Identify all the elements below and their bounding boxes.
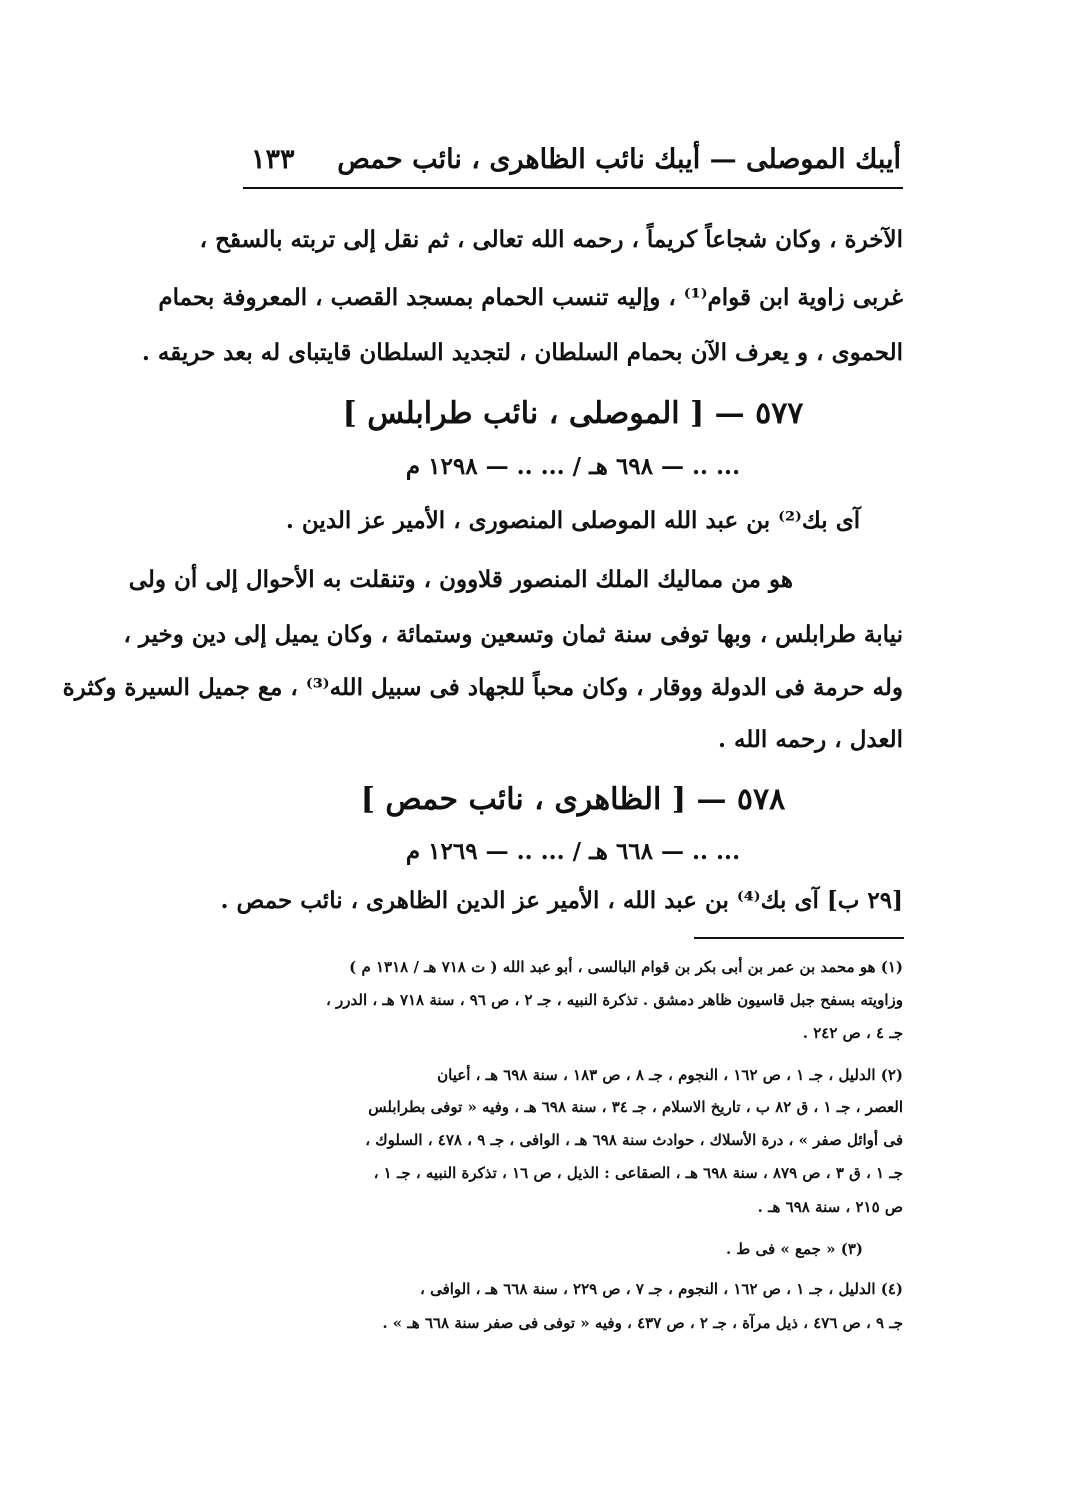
footnote-rule [694,937,904,939]
footnote-line: (٢) الدليل ، جـ ١ ، ص ١٦٢ ، النجوم ، جـ ٨ ، ص ١٨٣ ، سنة ٦٩٨ هـ ، أعيان [437,1066,903,1084]
text-line: وله حرمة فى الدولة ووقار ، وكان محباً للجهاد فى سبيل الله⁽³⁾ ، مع جميل السيرة وكثرة [62,674,903,701]
footnote-line: (٤) الدليل ، جـ ١ ، ص ١٦٢ ، النجوم ، جـ ٧ ، ص ٢٢٩ ، سنة ٦٦٨ هـ ، الوافى ، [420,1280,903,1298]
text-line: آى بك⁽²⁾ بن عبد الله الموصلى المنصورى ، الأمير عز الدين . [285,507,861,534]
text-line: هو من مماليك الملك المنصور قلاوون ، وتنقلت به الأحوال إلى أن ولى [128,566,793,593]
footnotes [243,958,903,1348]
page-header [243,138,901,186]
footnote-line: (١) هو محمد بن عمر بن أبى بكر بن قوام البالسى ، أبو عبد الله ( ت ٧١٨ هـ / ١٣١٨ م ) [349,958,903,976]
running-title: أيبك الموصلى — أيبك نائب الظاهرى ، نائب حمص [337,144,901,175]
footnote-line: جـ ١ ، ق ٣ ، ص ٨٧٩ ، سنة ٦٩٨ هـ ، الصقاعى : الذيل ، ص ١٦ ، تذكرة النبيه ، جـ ١ ، [373,1164,903,1182]
entry-577-paragraph [62,566,903,756]
text-line: الحموى ، و يعرف الآن بحمام السلطان ، لتجديد السلطان قايتباى له بعد حريقه . [141,339,903,366]
entry-578-heading: ٥٧٨ — [ الظاهرى ، نائب حمص ] [360,782,786,817]
entry-577-heading: ٥٧٧ — [ الموصلى ، نائب طرابلس ] [342,396,804,431]
text-line: الآخرة ، وكان شجاعاً كريماً ، رحمه الله تعالى ، ثم نقل إلى تربته بالسفح ، [199,226,903,253]
footnote-line: جـ ٤ ، ص ٢٤٢ . [802,1024,903,1042]
entry-578-name [220,887,903,927]
header-rule [243,187,903,189]
footnote-line: ص ٢١٥ ، سنة ٦٩٨ هـ . [757,1198,903,1216]
paragraph-continuation [141,226,903,386]
text-line: العدل ، رحمه الله . [717,726,903,753]
footnote-line: العصر ، جـ ١ ، ق ٨٢ ب ، تاريخ الاسلام ، جـ ٣٤ ، سنة ٦٩٨ هـ ، وفيه « توفى بطرابلس [368,1098,903,1116]
entry-577-date: ... .. — ٦٩٨ هـ / ... .. — ١٢٩٨ م [405,453,741,480]
footnote-line: فى أوائل صفر » ، درة الأسلاك ، حوادث سنة ٦٩٨ هـ ، الوافى ، جـ ٩ ، ٤٧٨ ، السلوك ، [365,1131,903,1149]
footnote-line: وزاويته بسفح جبل قاسيون ظاهر دمشق . تذكرة النبيه ، جـ ٢ ، ص ٩٦ ، سنة ٧١٨ هـ ، الدرر ، [325,991,903,1009]
page-number: ١٣٣ [251,144,295,175]
entry-577-name [243,507,903,547]
text-line: نيابة طرابلس ، وبها توفى سنة ثمان وتسعين وستمائة ، وكان يميل إلى دين وخير ، [123,621,903,648]
text-line: غربى زاوية ابن قوام⁽¹⁾ ، وإليه تنسب الحمام بمسجد القصب ، المعروفة بحمام [158,284,903,311]
text-line: [٢٩ ب] آى بك⁽⁴⁾ بن عبد الله ، الأمير عز الدين الظاهرى ، نائب حمص . [220,887,903,914]
entry-578-date: ... .. — ٦٦٨ هـ / ... .. — ١٢٦٩ م [405,838,741,865]
footnote-line: (٣) « جمع » فى ط . [725,1240,863,1258]
footnote-line: جـ ٩ ، ص ٤٧٦ ، ذيل مرآة ، جـ ٢ ، ص ٤٣٧ ، وفيه « توفى فى صفر سنة ٦٦٨ هـ » . [382,1314,903,1332]
